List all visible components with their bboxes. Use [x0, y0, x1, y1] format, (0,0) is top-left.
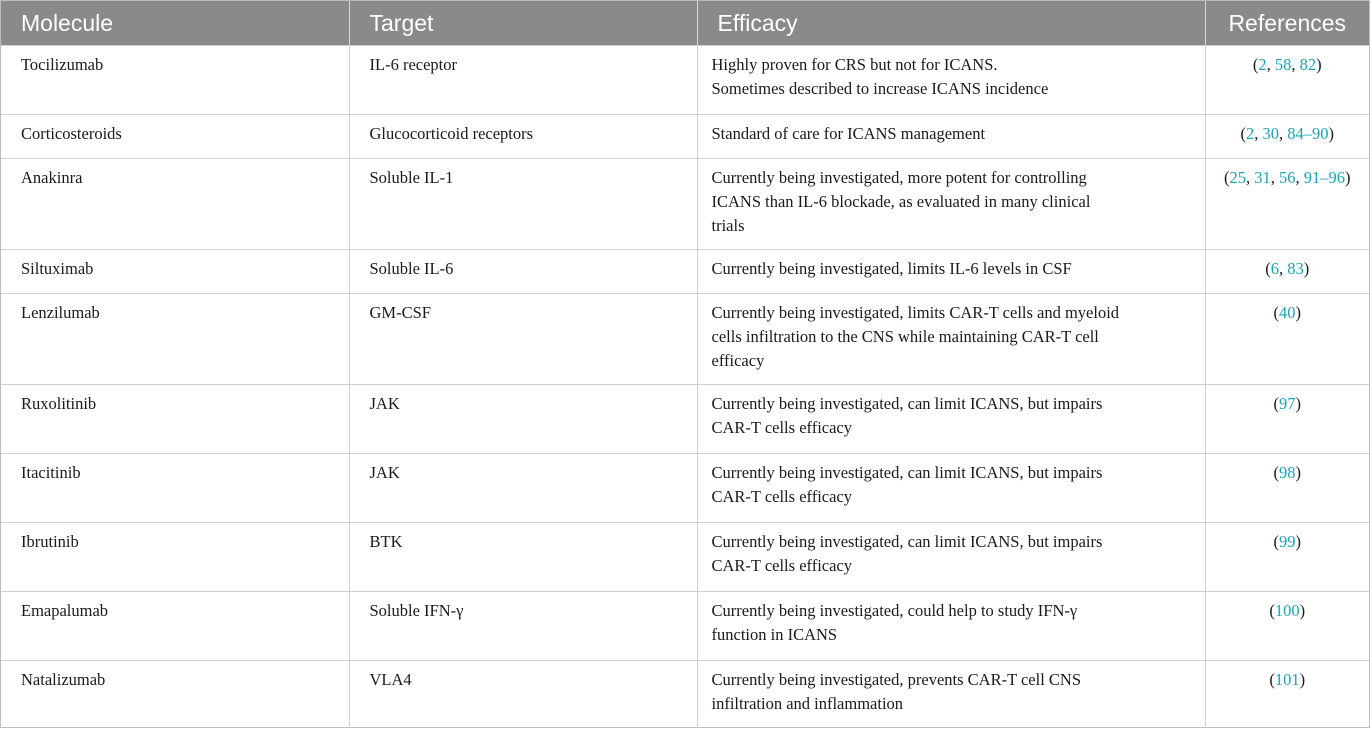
- cell-molecule: Tocilizumab: [1, 46, 349, 115]
- table-body: [1, 46, 1369, 729]
- cell-references: (2, 30, 84–90): [1205, 115, 1369, 159]
- header-molecule: Molecule: [1, 1, 349, 46]
- efficacy-line: CAR-T cells efficacy: [711, 418, 853, 437]
- efficacy-line: efficacy: [711, 351, 765, 370]
- cell-molecule: Ibrutinib: [1, 523, 349, 592]
- drug-table: [1, 1, 1369, 728]
- header-efficacy: Efficacy: [697, 1, 1205, 46]
- efficacy-line: Currently being investigated, more potent for controlling: [711, 168, 1087, 187]
- reference-link[interactable]: 97: [1279, 394, 1296, 413]
- reference-link[interactable]: 101: [1274, 670, 1300, 689]
- cell-references: (2, 58, 82): [1205, 46, 1369, 115]
- efficacy-line: Currently being investigated, limits CAR-T cells and myeloid: [711, 303, 1120, 322]
- efficacy-line: cells infiltration to the CNS while maintaining CAR-T cell: [711, 327, 1099, 346]
- cell-target: VLA4: [349, 661, 697, 729]
- table-row: [1, 661, 1369, 729]
- efficacy-line: Standard of care for ICANS management: [711, 124, 986, 143]
- reference-link[interactable]: 31: [1254, 168, 1271, 187]
- efficacy-line: Highly proven for CRS but not for ICANS.: [711, 55, 998, 74]
- header-target: Target: [349, 1, 697, 46]
- efficacy-line: Currently being investigated, limits IL-6 levels in CSF: [711, 259, 1072, 278]
- cell-molecule: Natalizumab: [1, 661, 349, 729]
- efficacy-line: Currently being investigated, prevents CAR-T cell CNS: [711, 670, 1082, 689]
- cell-efficacy: [697, 523, 1205, 592]
- cell-target: JAK: [349, 385, 697, 454]
- reference-link[interactable]: 30: [1262, 124, 1279, 143]
- table-row: [1, 115, 1369, 159]
- cell-references: (25, 31, 56, 91–96): [1205, 159, 1369, 250]
- reference-link[interactable]: 2: [1258, 55, 1267, 74]
- cell-molecule: Siltuximab: [1, 250, 349, 294]
- cell-efficacy: [697, 250, 1205, 294]
- cell-efficacy: [697, 661, 1205, 729]
- reference-link[interactable]: 91–96: [1303, 168, 1345, 187]
- efficacy-line: ICANS than IL-6 blockade, as evaluated in many clinical: [711, 192, 1091, 211]
- reference-link[interactable]: 83: [1287, 259, 1304, 278]
- cell-references: (101): [1205, 661, 1369, 729]
- cell-efficacy: [697, 46, 1205, 115]
- table-row: [1, 592, 1369, 661]
- cell-target: Glucocorticoid receptors: [349, 115, 697, 159]
- cell-target: GM-CSF: [349, 294, 697, 385]
- cell-target: BTK: [349, 523, 697, 592]
- efficacy-line: CAR-T cells efficacy: [711, 487, 853, 506]
- cell-references: (99): [1205, 523, 1369, 592]
- reference-link[interactable]: 84–90: [1287, 124, 1329, 143]
- cell-efficacy: [697, 385, 1205, 454]
- reference-link[interactable]: 25: [1229, 168, 1246, 187]
- cell-references: (98): [1205, 454, 1369, 523]
- efficacy-line: function in ICANS: [711, 625, 838, 644]
- reference-link[interactable]: 100: [1274, 601, 1300, 620]
- table-row: [1, 250, 1369, 294]
- table-row: [1, 159, 1369, 250]
- cell-efficacy: [697, 294, 1205, 385]
- cell-references: (40): [1205, 294, 1369, 385]
- reference-link[interactable]: 99: [1279, 532, 1296, 551]
- cell-molecule: Lenzilumab: [1, 294, 349, 385]
- reference-link[interactable]: 40: [1279, 303, 1296, 322]
- cell-target: Soluble IL-1: [349, 159, 697, 250]
- reference-link[interactable]: 6: [1270, 259, 1279, 278]
- table-header-row: [1, 1, 1369, 46]
- cell-efficacy: [697, 115, 1205, 159]
- table-row: [1, 46, 1369, 115]
- cell-references: (97): [1205, 385, 1369, 454]
- cell-molecule: Anakinra: [1, 159, 349, 250]
- cell-molecule: Corticosteroids: [1, 115, 349, 159]
- table-row: [1, 454, 1369, 523]
- header-references: References: [1228, 10, 1347, 36]
- efficacy-line: Currently being investigated, can limit ICANS, but impairs: [711, 532, 1103, 551]
- table-row: [1, 294, 1369, 385]
- cell-molecule: Emapalumab: [1, 592, 349, 661]
- cell-target: IL-6 receptor: [349, 46, 697, 115]
- cell-efficacy: [697, 592, 1205, 661]
- efficacy-line: infiltration and inflammation: [711, 694, 904, 713]
- efficacy-line: Currently being investigated, can limit ICANS, but impairs: [711, 394, 1103, 413]
- cell-references: (6, 83): [1205, 250, 1369, 294]
- table-row: [1, 523, 1369, 592]
- efficacy-line: Currently being investigated, can limit ICANS, but impairs: [711, 463, 1103, 482]
- cell-references: (100): [1205, 592, 1369, 661]
- efficacy-line: trials: [711, 216, 745, 235]
- cell-target: Soluble IL-6: [349, 250, 697, 294]
- cell-target: JAK: [349, 454, 697, 523]
- reference-link[interactable]: 58: [1274, 55, 1292, 74]
- cell-molecule: Itacitinib: [1, 454, 349, 523]
- cell-efficacy: [697, 454, 1205, 523]
- efficacy-line: CAR-T cells efficacy: [711, 556, 853, 575]
- table-row: [1, 385, 1369, 454]
- cell-molecule: Ruxolitinib: [1, 385, 349, 454]
- reference-link[interactable]: 2: [1246, 124, 1255, 143]
- reference-link[interactable]: 98: [1279, 463, 1296, 482]
- efficacy-line: Currently being investigated, could help to study IFN-γ: [711, 601, 1078, 620]
- reference-link[interactable]: 82: [1299, 55, 1317, 74]
- cell-efficacy: [697, 159, 1205, 250]
- cell-target: Soluble IFN-γ: [349, 592, 697, 661]
- efficacy-line: Sometimes described to increase ICANS incidence: [711, 79, 1049, 98]
- reference-link[interactable]: 56: [1279, 168, 1296, 187]
